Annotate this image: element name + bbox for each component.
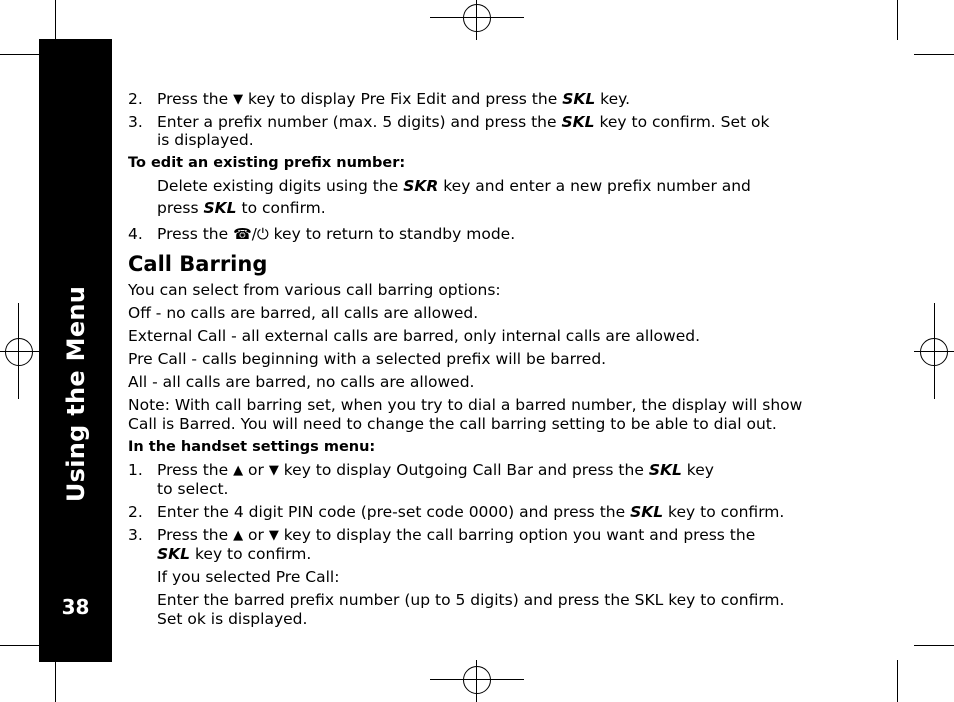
up-triangle-icon: ▲	[233, 463, 244, 478]
option-all: All - all calls are barred, no calls are allowed.	[128, 373, 475, 391]
chapter-title: Using the Menu	[61, 285, 90, 503]
page-number: 38	[61, 595, 90, 619]
handset-heading: In the handset settings menu:	[128, 439, 376, 455]
edit-prefix-heading: To edit an existing prefix number:	[128, 155, 406, 171]
crop-mark	[897, 660, 898, 702]
crop-mark	[0, 645, 40, 646]
registration-circle	[463, 4, 491, 32]
option-pre-call: Pre Call - calls beginning with a selected prefix will be barred.	[128, 350, 607, 368]
crop-mark	[0, 54, 40, 55]
end-call-power-icon: ☎/⏻	[233, 225, 269, 243]
down-triangle-icon: ▼	[268, 463, 279, 478]
crop-mark	[55, 660, 56, 702]
section-title: Call Barring	[128, 252, 268, 276]
note-text: Note: With call barring set, when you try to dial a barred number, the display will show	[128, 396, 803, 414]
down-triangle-icon: ▼	[268, 528, 279, 543]
option-off: Off - no calls are barred, all calls are allowed.	[128, 304, 479, 322]
intro-text: You can select from various call barring options:	[128, 281, 501, 299]
crop-mark	[914, 645, 954, 646]
chapter-sidebar	[39, 39, 112, 662]
registration-circle	[920, 338, 948, 366]
up-triangle-icon: ▲	[233, 528, 244, 543]
crop-mark	[897, 0, 898, 40]
crop-mark	[914, 54, 954, 55]
registration-circle	[463, 666, 491, 694]
down-triangle-icon: ▼	[233, 92, 244, 107]
crop-mark	[55, 0, 56, 40]
registration-circle	[5, 338, 33, 366]
note-text-continued: Call is Barred. You will need to change the call barring setting to be able to dial out.	[128, 415, 777, 433]
option-external: External Call - all external calls are barred, only internal calls are allowed.	[128, 327, 701, 345]
